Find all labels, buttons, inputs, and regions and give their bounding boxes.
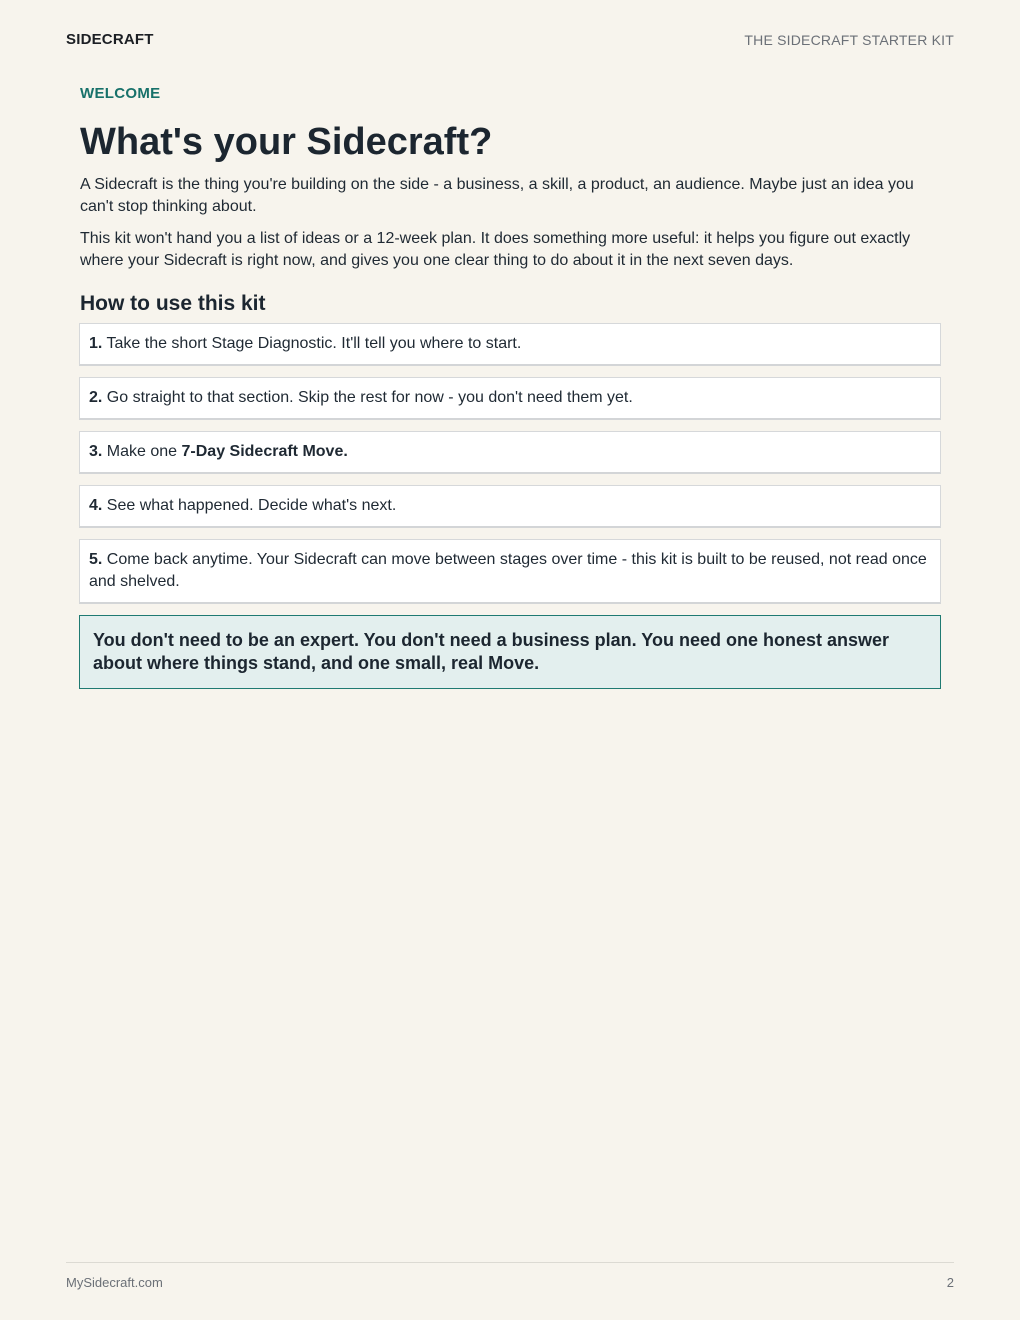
step-number: 2. <box>89 389 103 406</box>
step-item-1 <box>79 323 941 366</box>
page-footer <box>66 1262 954 1290</box>
step-item-4 <box>79 485 941 528</box>
page-header <box>66 31 954 51</box>
step-number: 1. <box>89 335 103 352</box>
step-emphasis: 7-Day Sidecraft Move. <box>181 443 348 460</box>
step-text: Make one <box>106 443 178 460</box>
section-title: How to use this kit <box>80 292 266 315</box>
step-number: 4. <box>89 497 103 514</box>
footer-site-link[interactable]: MySidecraft.com <box>66 1275 163 1290</box>
page-content <box>80 84 940 689</box>
step-text: Come back anytime. Your Sidecraft can move between stages over time - this kit is built to be reused, not read once and shelved. <box>89 551 927 590</box>
kit-name: THE SIDECRAFT STARTER KIT <box>744 32 954 48</box>
step-item-2 <box>79 377 941 420</box>
step-item-5 <box>79 539 941 604</box>
step-text: Take the short Stage Diagnostic. It'll tell you where to start. <box>106 335 522 352</box>
section-eyebrow: WELCOME <box>80 85 161 102</box>
brand-name: SIDECRAFT <box>66 31 154 48</box>
intro-paragraph-2: This kit won't hand you a list of ideas or a 12-week plan. It does something more useful: it helps you figure out exactly where your Sidecraft is right now, and gives you one clear thing to do about it in the next seven days. <box>80 230 911 269</box>
steps-list <box>79 323 941 604</box>
intro-paragraph-1: A Sidecraft is the thing you're building on the side - a business, a skill, a product, an audience. Maybe just an idea you can't stop thinking about. <box>80 176 914 215</box>
step-text: See what happened. Decide what's next. <box>106 497 397 514</box>
step-number: 5. <box>89 551 103 568</box>
page-number: 2 <box>946 1275 954 1290</box>
step-number: 3. <box>89 443 103 460</box>
callout-box: You don't need to be an expert. You don't need a business plan. You need one honest answer about where things stand, and one small, real Move. <box>79 615 941 689</box>
page-title: What's your Sidecraft? <box>80 121 493 163</box>
step-text: Go straight to that section. Skip the rest for now - you don't need them yet. <box>106 389 633 406</box>
step-item-3 <box>79 431 941 474</box>
